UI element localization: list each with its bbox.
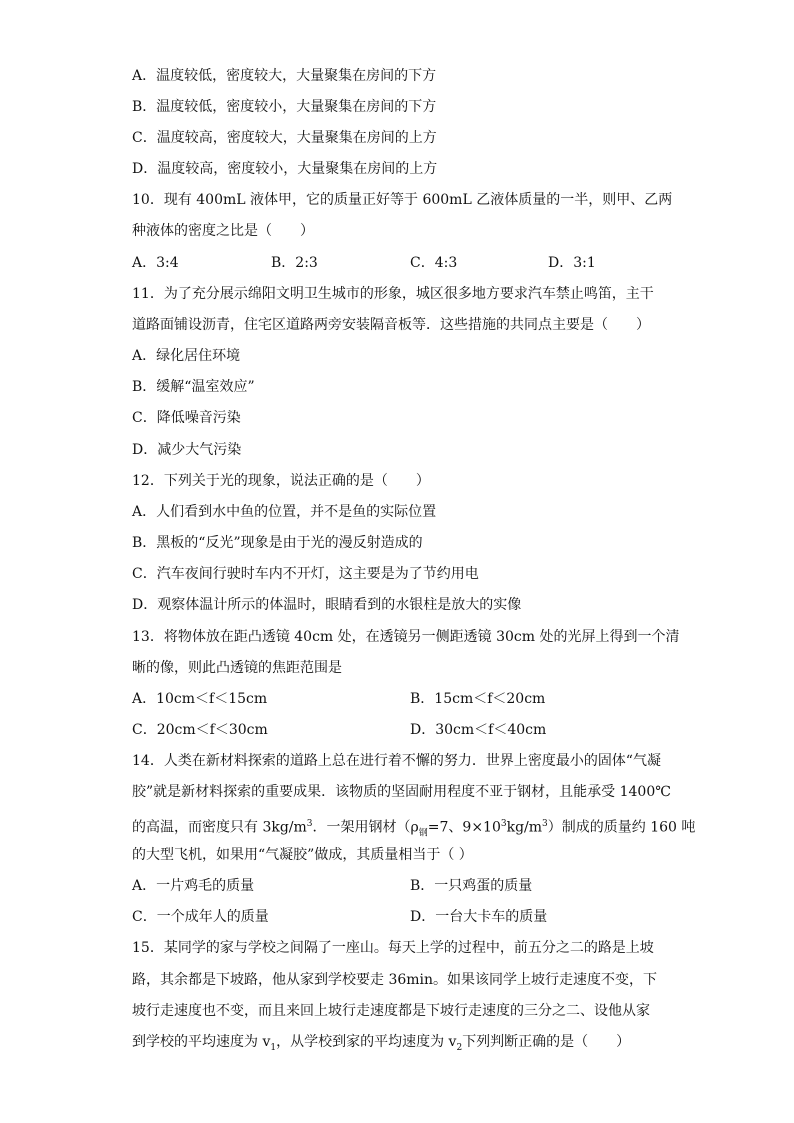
q12-option-b: B．黑板的“反光”现象是由于光的漫反射造成的	[132, 535, 423, 551]
q14-unit-exponent-2: 3	[542, 819, 548, 829]
q14-stem-line-3-part-c: =7、9×10	[427, 819, 501, 836]
q10-option-a: A．3:4	[132, 255, 179, 271]
q14-stem-line-4: 的大型飞机，如果用“气凝胶”做成，其质量相当于（ ）	[132, 847, 473, 863]
q11-stem-line-1: 11．为了充分展示绵阳文明卫生城市的形象，城区很多地方要求汽车禁止鸣笛，主干	[132, 286, 654, 302]
q14-stem-line-2: 胶”就是新材料探索的重要成果．该物质的坚固耐用程度不亚于钢材，且能承受 1400℃	[132, 784, 671, 800]
q15-stem-line-4	[132, 1032, 630, 1058]
q13-option-c: C．20cm＜f＜30cm	[132, 722, 268, 738]
q11-option-b: B．缓解“温室效应”	[132, 379, 255, 395]
q9-option-d: D．温度较高，密度较小，大量聚集在房间的上方	[132, 161, 438, 177]
q14-stem-line-1: 14．人类在新材料探索的道路上总在进行着不懈的努力．世界上密度最小的固体“气凝	[132, 753, 661, 769]
q13-option-b: B．15cm＜f＜20cm	[410, 691, 546, 707]
q15-stem-line-1: 15．某同学的家与学校之间隔了一座山。每天上学的过程中，前五分之二的路是上坡	[132, 940, 654, 956]
q10-option-b: B．2:3	[271, 255, 318, 271]
q12-stem-line-1: 12．下列关于光的现象，说法正确的是（ ）	[132, 473, 430, 489]
q12-option-a: A．人们看到水中鱼的位置，并不是鱼的实际位置	[132, 504, 437, 520]
q14-stem-line-3-part-a: 的高温，而密度只有 3kg/m	[132, 819, 307, 836]
q10-option-d: D．3:1	[548, 255, 596, 271]
q15-stem-line-3: 坡行走速度也不变，而且来回上坡行走速度都是下坡行走速度的三分之二、设他从家	[132, 1003, 650, 1019]
q9-option-b: B．温度较低，密度较小，大量聚集在房间的下方	[132, 99, 437, 115]
q11-option-c: C．降低噪音污染	[132, 410, 241, 426]
q10-option-c: C．4:3	[410, 255, 458, 271]
q15-v2-subscript: 2	[456, 1042, 463, 1053]
q15-stem-line-2: 路，其余都是下坡路，他从家到学校要走 36min。如果该同学上坡行走速度不变，下	[132, 972, 658, 988]
q14-power-exponent: 3	[500, 819, 507, 829]
q10-stem-line-1: 10．现有 400mL 液体甲，它的质量正好等于 600mL 乙液体质量的一半，则甲、乙两	[132, 192, 673, 208]
q15-stem-line-4-part-a: 到学校的平均速度为 v	[132, 1034, 271, 1050]
q13-stem-line-2: 晰的像，则此凸透镜的焦距范围是	[132, 660, 342, 676]
q14-option-d: D．一台大卡车的质量	[410, 909, 548, 925]
q14-option-a: A．一片鸡毛的质量	[132, 878, 255, 894]
q13-option-d: D．30cm＜f＜40cm	[410, 722, 547, 738]
q11-stem-line-2: 道路面铺设沥青，住宅区道路两旁安装隔音板等．这些措施的共同点主要是（ ）	[132, 317, 650, 333]
q12-option-c: C．汽车夜间行驶时车内不开灯，这主要是为了节约用电	[132, 566, 479, 582]
q14-option-b: B．一只鸡蛋的质量	[410, 878, 533, 894]
q14-unit-exponent-1: 3	[306, 819, 313, 829]
q11-option-d: D．减少大气污染	[132, 442, 242, 458]
q14-stem-line-3-part-d: kg/m	[506, 819, 543, 836]
q14-stem-line-3	[132, 814, 695, 843]
q15-stem-line-4-part-b: ，从学校到家的平均速度为 v	[276, 1034, 457, 1050]
q13-stem-line-1: 13．将物体放在距凸透镜 40cm 处，在透镜另一侧距透镜 30cm 处的光屏上得到一个清	[132, 629, 680, 645]
q14-stem-line-3-part-b: ．一架用钢材（ρ	[312, 819, 419, 836]
q14-density-subscript: 钢	[418, 828, 428, 839]
q9-option-a: A．温度较低，密度较大，大量聚集在房间的下方	[132, 68, 437, 84]
q15-stem-line-4-part-c: 下列判断正确的是（ ）	[462, 1034, 631, 1050]
q9-option-c: C．温度较高，密度较大，大量聚集在房间的上方	[132, 130, 437, 146]
q12-option-d: D．观察体温计所示的体温时，眼睛看到的水银柱是放大的实像	[132, 597, 522, 613]
q11-option-a: A．绿化居住环境	[132, 348, 241, 364]
q10-stem-line-2: 种液体的密度之比是（ ）	[132, 223, 314, 239]
q14-stem-line-3-part-e: ）制成的质量约 160 吨	[547, 819, 696, 836]
q13-option-a: A．10cm＜f＜15cm	[132, 691, 268, 707]
q14-option-c: C．一个成年人的质量	[132, 909, 269, 925]
q15-v1-subscript: 1	[270, 1042, 277, 1053]
